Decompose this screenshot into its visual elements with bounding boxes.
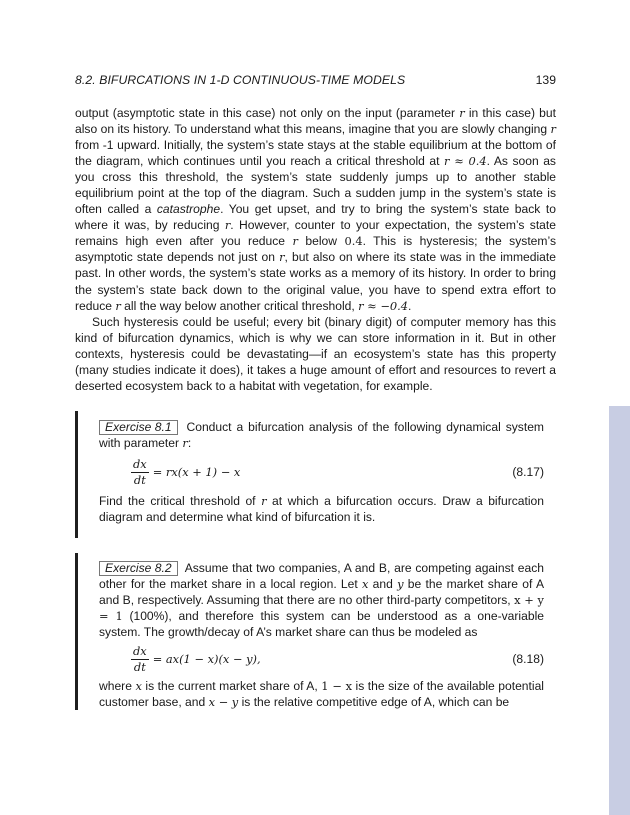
- running-header: [75, 73, 556, 91]
- main-text: [75, 105, 556, 394]
- derivative-fraction: $\frac{dx}{dt}$: [133, 456, 147, 487]
- exercise-bar: [75, 411, 78, 538]
- exercise-instruction: Find the critical threshold of r at which a bifurcation occurs. Draw a bifurcation diagram and determine what kind of bifurcation it is.: [99, 494, 544, 525]
- page-number: 139: [535, 73, 556, 87]
- equation-number: (8.18): [512, 652, 544, 667]
- paragraph-hysteresis: output (asymptotic state in this case) not only on the input (parameter r in this case) but also on its history. To understand what this means, imagine that you are slowly changing r from -1 upward. Initially, the system’s state stays at the stable equilibrium at the bottom of the diagram, which continues until you reach a critical threshold at r ≈ 0.4. As soon as you cross this threshold, the system’s state suddenly jumps up to another stable equilibrium point at the top of the diagram. Such a sudden jump in the system’s state is often called a catastrophe. You get upset, and try to bring the system’s state back to where it was, by reducing r. However, counter to your expectation, the system’s state remains high even after you reduce r below 0.4. This is hysteresis; the system’s asymptotic state depends not just on r, but also on where its state was in the immediate past. In other words, the system’s state works as a memory of its history. In order to bring the system’s state back down to the original value, you have to spend extra effort to reduce r all the way below another critical threshold, r ≈ −0.4.: [75, 106, 557, 313]
- chapter-thumb-tab: [609, 406, 630, 815]
- paragraph-hysteresis-uses: Such hysteresis could be useful; every bit (binary digit) of computer memory has this kind of bifurcation dynamics, which is why we can store information in it. But in other contexts, hysteresis could be devastating—if an ecosystem’s state has this property (many studies indicate it does), it takes a huge amount of effort and resources to revert a deserted ecosystem back to a habitat with vegetation, for example.: [75, 314, 556, 393]
- exercise-label: Exercise 8.2: [99, 561, 178, 576]
- exercise-label: Exercise 8.1: [99, 420, 178, 435]
- exercise-8-2: [75, 553, 556, 710]
- equation-8-18: $\frac{dx}{dt}$ = ax(1 − x)(x − y), (8.18): [133, 643, 544, 674]
- exercise-prompt: Exercise 8.2 Assume that two companies, A and B, are competing against each other for the market share in a local region. Let x and y be the market share of A and B, respectively. Assuming that there are no other third-party competitors, x + y = 1 (100%), and therefore this system can be understood as a one-variable system. The growth/decay of A’s market share can thus be modeled as: [99, 561, 545, 640]
- derivative-fraction: $\frac{dx}{dt}$: [133, 643, 147, 674]
- exercise-8-1: [75, 411, 556, 538]
- exercise-bar: [75, 553, 78, 710]
- exercise-prompt: Exercise 8.1 Conduct a bifurcation analysis of the following dynamical system with parameter r:: [99, 420, 544, 451]
- section-title: 8.2. BIFURCATIONS IN 1-D CONTINUOUS-TIME MODELS: [75, 73, 406, 87]
- equation-8-17: $\frac{dx}{dt}$ = rx(x + 1) − x (8.17): [133, 456, 544, 487]
- equation-number: (8.17): [512, 465, 544, 480]
- exercise-continuation: where x is the current market share of A, 1 − x is the size of the available potential customer base, and x − y is the relative competitive edge of A, which can be: [99, 679, 544, 710]
